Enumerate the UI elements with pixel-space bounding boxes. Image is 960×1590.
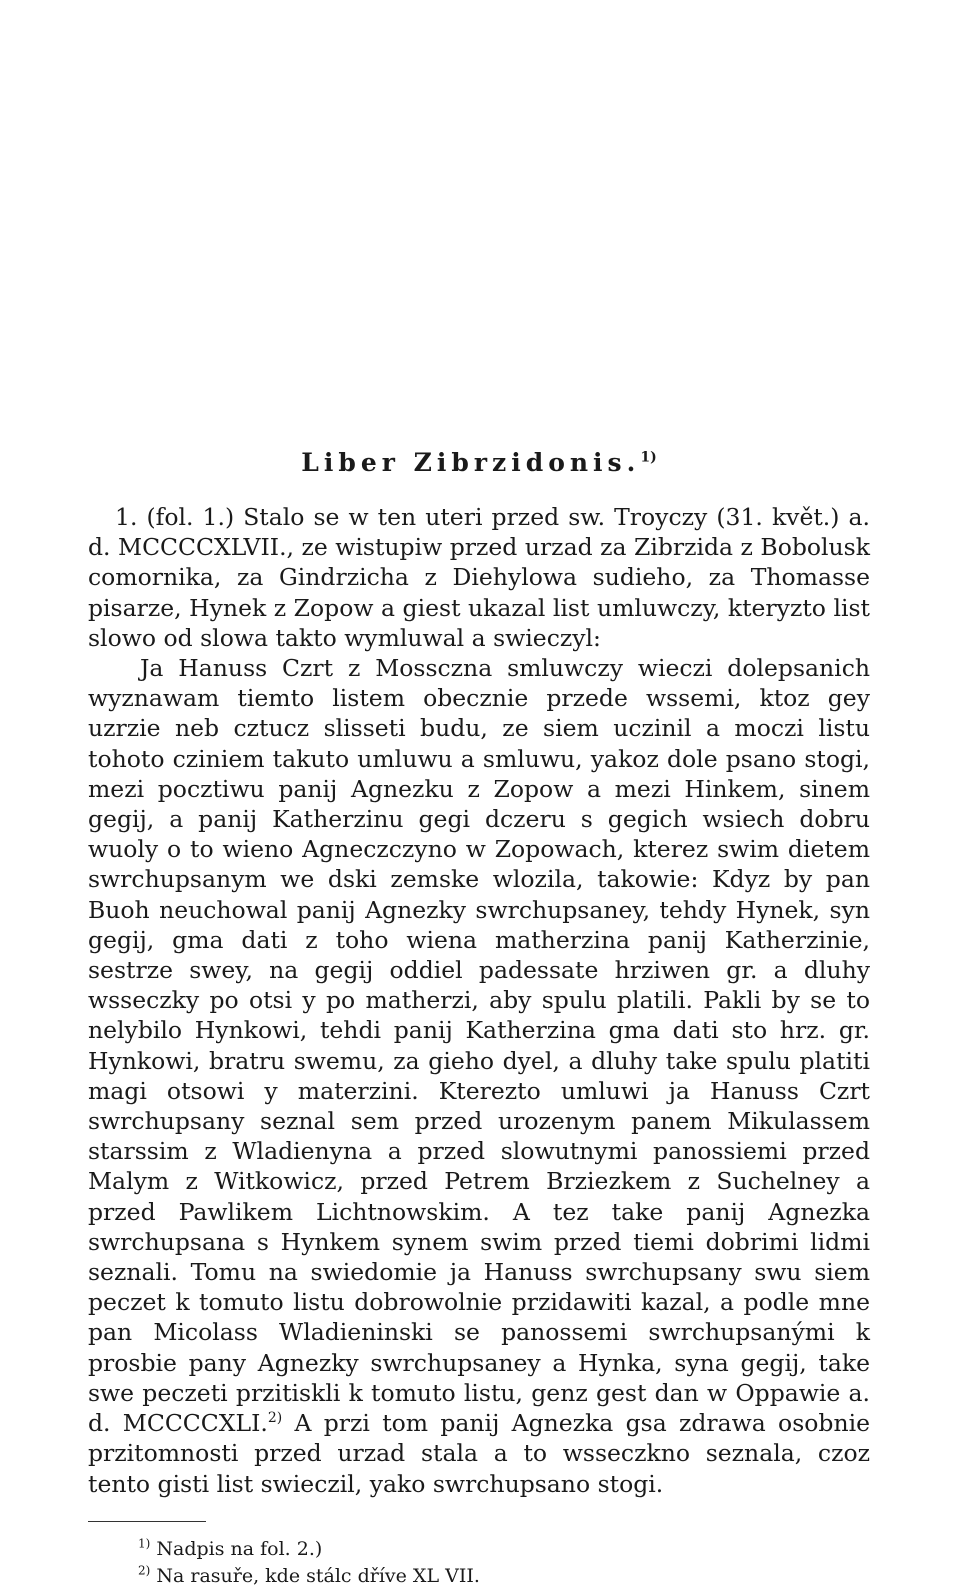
- paragraph-1-text: 1. (fol. 1.) Stalo se w ten uteri przed sw. Troyczy (31. květ.) a. d. MCCCCXLVII., ze wistupiw przed urzad za Zibrzida z Bobolusk comornika, za Gindrzicha z Diehylowa sudieho, za Thomasse pisarze, Hynek z Zopow a giest ukazal list umluwczy, kteryzto list slowo od slowa takto wymluwal a swieczyl:: [88, 503, 870, 652]
- footnote-item: [138, 1536, 870, 1563]
- footnote-text: Na rasuře, kde stálc dříve XL VII.: [150, 1564, 480, 1587]
- footnote-marker: 1): [138, 1536, 151, 1551]
- footnote-text: Nadpis na fol. 2.): [150, 1537, 323, 1560]
- paragraph-entry-1: [88, 502, 870, 653]
- paragraph-2-text-after: A przi tom panij Agnezka gsa zdrawa osobnie przitomnosti przed urzad stala a to wsseczkno seznala, czoz tento gisti list swieczil, yako swrchupsano stogi.: [88, 1409, 871, 1498]
- title-text: Liber Zibrzidonis.: [301, 448, 641, 477]
- title-footnote-ref: 1): [640, 449, 657, 466]
- paragraph-2-footnote-ref: 2): [267, 1410, 283, 1427]
- footnote-divider: [88, 1521, 206, 1522]
- document-page: [88, 448, 870, 1590]
- paragraph-charter: [88, 653, 870, 1499]
- footnote-item: [138, 1563, 870, 1590]
- footnotes: [88, 1536, 870, 1590]
- document-title: [88, 448, 870, 478]
- footnote-marker: 2): [138, 1563, 151, 1578]
- paragraph-2-text: Ja Hanuss Czrt z Mossczna smluwczy wieczi dolepsanich wyznawam tiemto listem obecznie przede wssemi, ktoz gey uzrzie neb cztucz slisseti budu, ze siem uczinil a moczi listu tohoto cziniem takuto umluwu a smluwu, yakoz dole psano stogi, mezi pocztiwu panij Agnezku z Zopow a mezi Hinkem, sinem gegij, a panij Katherzinu gegi dczeru s gegich wsiech dobru wuoly o to wieno Agneczczyno w Zopowach, kterez swim dietem swrchupsanym we dski zemske wlozila, takowie: Kdyz by pan Buoh neuchowal panij Agnezky swrchupsaney, tehdy Hynek, syn gegij, gma dati z toho wiena matherzina panij Katherzinie, sestrze swey, na gegij oddiel padessate hrziwen gr. a dluhy wsseczky po otsi y po matherzi, aby spulu platili. Pakli by se to nelybilo Hynkowi, tehdi panij Katherzina gma dati sto hrz. gr. Hynkowi, bratru swemu, za gieho dyel, a dluhy take spulu platiti magi otsowi y materzini. Kterezto umluwi ja Hanuss Czrt swrchupsany seznal sem przed urozenym panem Mikulassem starssim z Wladienyna a przed slowutnymi panossiemi przed Malym z Witkowicz, przed Petrem Brziezkem z Suchelney a przed Pawlikem Lichtnowskim. A tez take panij Agnezka swrchupsana s Hynkem synem swim przed tiemi dobrimi lidmi seznali. Tomu na swiedomie ja Hanuss swrchupsany swu siem peczet k tomuto listu dobrowolnie przidawiti kazal, a podle mne pan Micolass Wladieninski se panossemi swrchupsanými k prosbie pany Agnezky swrchupsaney a Hynka, syna gegij, take swe peczeti przitiskli k tomuto listu, genz gest dan w Oppawie a. d. MCCCCXLI.: [88, 654, 870, 1438]
